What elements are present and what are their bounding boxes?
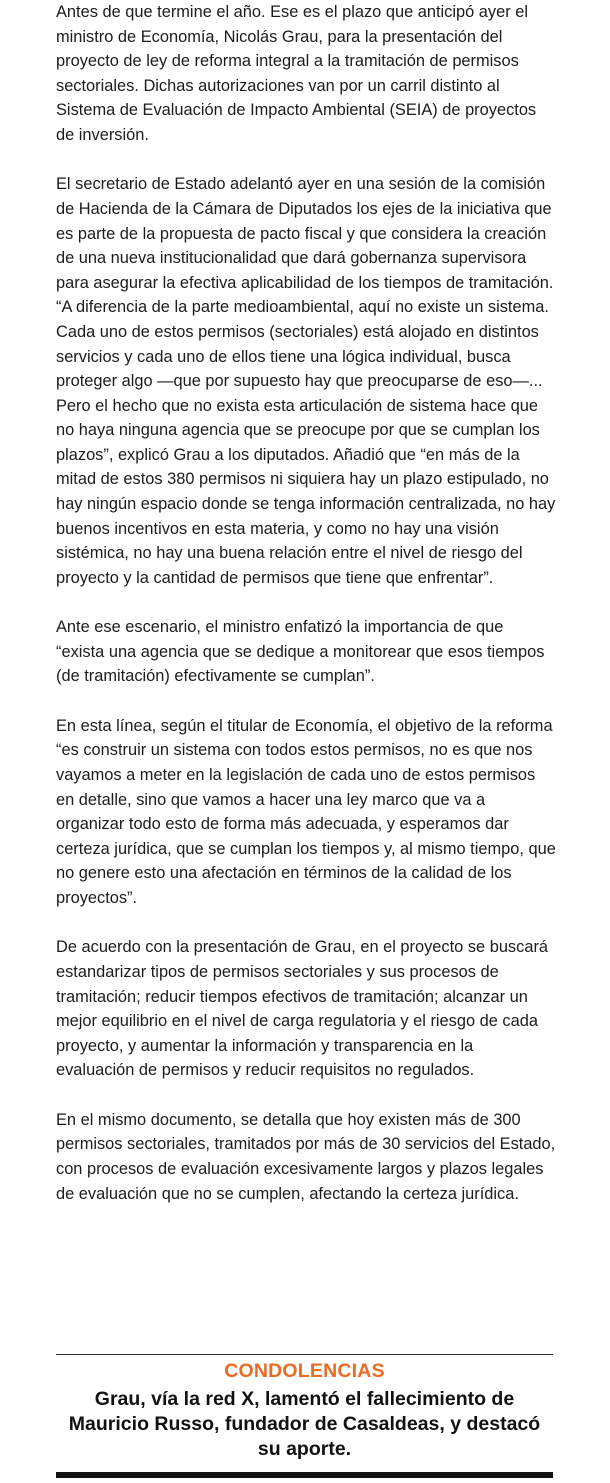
page-margin bbox=[0, 0, 50, 1483]
related-kicker: CONDOLENCIAS bbox=[224, 1360, 385, 1382]
article-paragraph-3: Ante ese escenario, el ministro enfatizó la importancia de que “exista una agencia que se dedique a monitorear que esos tiempos (de tramitación) efectivamente se cumplan”. bbox=[56, 618, 545, 686]
article-paragraph-6: En el mismo documento, se detalla que hoy existen más de 300 permisos sectoriales, tramitados por más de 30 servicios del Estado, con procesos de evaluación excesivamente largos y plazos legales de evaluación que no se cumplen, afectando la certeza jurídica. bbox=[56, 1110, 556, 1203]
related-bottom-divider bbox=[56, 1472, 553, 1478]
article-paragraph-2: El secretario de Estado adelantó ayer en una sesión de la comisión de Hacienda de la Cámara de Diputados los ejes de la iniciativa que es parte de la propuesta de pacto fiscal y que considera la creación de una nueva institucionalidad que dará gobernanza supervisora para asegurar la efectiva aplicabilidad de los tiempos de tramitación. “A diferencia de la parte medioambiental, aquí no existe un sistema. Cada uno de estos permisos (sectoriales) está alojado en distintos servicios y cada uno de ellos tiene una lógica individual, busca proteger algo —que por supuesto hay que preocuparse de eso—... Pero el hecho que no exista esta articulación de sistema hace que no haya ninguna agencia que se preocupe por que se cumplan los plazos”, explicó Grau a los diputados. Añadió que “en más de la mitad de estos 380 permisos ni siquiera hay un plazo estipulado, no hay ningún espacio donde se tenga información centralizada, no hay buenos incentivos en esta materia, y como no hay una visión sistémica, no hay una buena relación entre el nivel de riesgo del proyecto y la cantidad de permisos que tiene que enfrentar”. bbox=[56, 175, 556, 587]
related-top-divider bbox=[56, 1354, 553, 1355]
article-paragraph-4: En esta línea, según el titular de Economía, el objetivo de la reforma “es construir un sistema con todos estos permisos, no es que nos vayamos a meter en la legislación de cada uno de estos permisos en detalle, sino que vamos a hacer una ley marco que va a organizar todo esto de forma más adecuada, y esperamos dar certeza jurídica, que se cumplan los tiempos y, al mismo tiempo, que no genere esto una afectación en términos de la calidad de los proyectos”. bbox=[56, 716, 556, 907]
article-paragraph-5: De acuerdo con la presentación de Grau, en el proyecto se buscará estandarizar tipos de permisos sectoriales y sus procesos de tramitación; reducir tiempos efectivos de tramitación; alcanzar un mejor equilibrio en el nivel de carga regulatoria y el riesgo de cada proyecto, y aumentar la información y transparencia en la evaluación de permisos y reducir requisitos no regulados. bbox=[56, 938, 549, 1080]
article-body bbox=[56, 0, 556, 1231]
article-paragraph-1: Antes de que termine el año. Ese es el plazo que anticipó ayer el ministro de Economía, Nicolás Grau, para la presentación del proyecto de ley de reforma integral a la tramitación de permisos sectoriales. Dichas autorizaciones van por un carril distinto al Sistema de Evaluación de Impacto Ambiental (SEIA) de proyectos de inversión. bbox=[56, 3, 537, 144]
related-headline-link[interactable]: Grau, vía la red X, lamentó el fallecimiento de Mauricio Russo, fundador de Casaldeas, y destacó su aporte. bbox=[68, 1388, 541, 1461]
